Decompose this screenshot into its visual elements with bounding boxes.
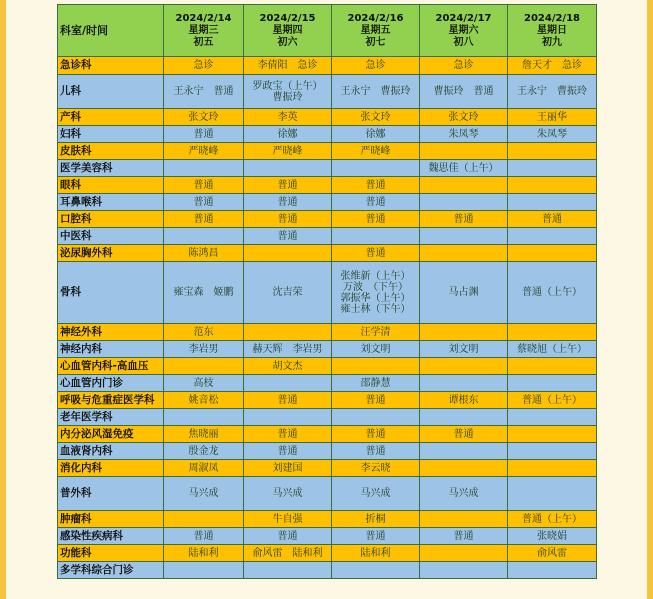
schedule-cell [420,341,508,358]
doctor-entry: 马占渊 [448,287,479,298]
table-row [58,228,597,245]
doctor-entry: 马兴成 [188,488,219,499]
schedule-cell [508,528,597,545]
schedule-cell [164,409,244,426]
department-name: 心血管内科-高血压 [58,358,164,375]
schedule-cell [332,460,420,477]
schedule-cell [164,109,244,126]
schedule-cell [164,143,244,160]
doctor-entry: 普通 [277,179,298,191]
doctor-entry: 李云晓 [360,462,391,474]
schedule-cell [164,528,244,545]
table-row [58,194,597,211]
doctor-entry: 普通（上午） [522,394,582,406]
schedule-cell [332,562,420,579]
schedule-cell [332,143,420,160]
schedule-cell [332,409,420,426]
schedule-cell [244,443,332,460]
department-name: 血液肾内科 [58,443,164,460]
day-header [164,5,244,57]
day-header [244,5,332,57]
doctor-entry: 普通（上午） [522,287,582,298]
doctor-entry: 曹振玲 普通 [433,86,494,97]
table-row [58,443,597,460]
schedule-cell [332,528,420,545]
schedule-cell [332,375,420,392]
schedule-cell [164,160,244,177]
table-row [58,528,597,545]
doctor-entry: 汪学清 [360,326,391,338]
table-row [58,511,597,528]
doctor-entry: 普通 [277,530,298,542]
doctor-entry: 曹振玲 [272,91,303,103]
department-name: 产科 [58,109,164,126]
doctor-entry: 张维新（上午） [340,270,411,282]
table-row [58,358,597,375]
schedule-cell [164,460,244,477]
schedule-cell [420,358,508,375]
schedule-cell [244,528,332,545]
day-header [508,5,597,57]
schedule-cell [508,245,597,262]
doctor-entry: 范东 [193,326,214,338]
day-header-lunar: 初五 [193,36,214,48]
schedule-cell [420,160,508,177]
day-header-weekday: 星期五 [360,24,391,36]
schedule-cell [508,562,597,579]
schedule-cell [244,177,332,194]
department-name: 急诊科 [58,57,164,75]
day-header-lunar: 初七 [365,36,386,48]
table-row [58,160,597,177]
schedule-cell [508,409,597,426]
outpatient-schedule-table [57,4,597,579]
table-row [58,341,597,358]
schedule-cell [420,460,508,477]
schedule-cell [244,375,332,392]
table-row [58,245,597,262]
doctor-entry: 普通 [453,530,474,542]
day-header-weekday: 星期四 [272,24,303,36]
table-row [58,477,597,511]
schedule-cell [420,57,508,75]
doctor-entry: 徐娜 [365,128,386,140]
schedule-cell [332,477,420,511]
schedule-cell [164,477,244,511]
doctor-entry: 普通 [193,213,214,225]
schedule-cell [420,528,508,545]
table-row [58,324,597,341]
table-row [58,562,597,579]
schedule-cell [420,262,508,324]
schedule-cell [508,194,597,211]
doctor-entry: 姚音松 [188,394,219,406]
doctor-entry: 马兴成 [272,488,303,499]
doctor-entry: 张晓娟 [537,530,567,542]
schedule-cell [508,460,597,477]
doctor-entry: 张文玲 [448,111,479,123]
table-row [58,545,597,562]
table-row [58,143,597,160]
schedule-cell [508,392,597,409]
schedule-cell [244,409,332,426]
doctor-entry: 刘文明 [360,343,391,355]
day-header-weekday: 星期三 [188,24,219,36]
table-row [58,375,597,392]
schedule-cell [508,177,597,194]
department-name: 普外科 [58,477,164,511]
day-header-date: 2024/2/17 [435,12,492,24]
doctor-entry: 谭根东 [448,394,479,406]
day-header [332,5,420,57]
schedule-cell [332,228,420,245]
schedule-cell [164,426,244,443]
doctor-entry: 陈鸿昌 [188,247,219,259]
schedule-cell [164,392,244,409]
schedule-cell [332,177,420,194]
doctor-entry: 周淑凤 [188,462,219,474]
schedule-cell [244,194,332,211]
schedule-cell [244,511,332,528]
table-row [58,426,597,443]
doctor-entry: 雍士林（下午） [340,303,411,315]
doctor-entry: 严晓峰 [272,145,303,157]
schedule-cell [164,57,244,75]
schedule-cell [508,126,597,143]
schedule-cell [244,562,332,579]
schedule-cell [420,392,508,409]
doctor-entry: 普通 [365,394,386,406]
header-row [58,5,597,57]
department-name: 内分泌风湿免疫 [58,426,164,443]
doctor-entry: 王永宁 普通 [173,86,234,97]
table-row [58,392,597,409]
schedule-cell [508,160,597,177]
schedule-cell [508,375,597,392]
schedule-cell [164,211,244,228]
day-header-date: 2024/2/18 [523,12,580,24]
schedule-cell [244,160,332,177]
doctor-entry: 严晓峰 [188,145,219,157]
doctor-entry: 徐娜 [277,128,298,140]
schedule-cell [332,262,420,324]
doctor-entry: 王丽华 [537,111,567,123]
schedule-cell [508,228,597,245]
schedule-cell [420,562,508,579]
doctor-entry: 陆和利 [360,547,391,559]
doctor-entry: 蔡晓旭（上午） [517,343,587,355]
schedule-cell [332,426,420,443]
schedule-cell [508,426,597,443]
table-row [58,177,597,194]
department-name: 耳鼻喉科 [58,194,164,211]
schedule-cell [420,375,508,392]
doctor-entry: 普通 [365,247,386,259]
department-name: 皮肤科 [58,143,164,160]
schedule-cell [244,245,332,262]
doctor-entry: 俞风雷 [537,547,567,559]
doctor-entry: 普通 [277,445,298,457]
schedule-cell [420,443,508,460]
schedule-cell [164,245,244,262]
department-name: 消化内科 [58,460,164,477]
schedule-cell [332,194,420,211]
doctor-entry: 普通 [365,530,386,542]
doctor-entry: 普通 [277,213,298,225]
doctor-entry: 朱凤琴 [448,128,479,140]
right-frame-border [647,0,653,599]
doctor-entry: 赫天辉 李岩男 [252,343,323,355]
doctor-entry: 普通 [542,213,562,225]
schedule-cell [332,358,420,375]
doctor-entry: 普通 [277,230,298,242]
table-row [58,126,597,143]
department-name: 口腔科 [58,211,164,228]
schedule-cell [332,511,420,528]
schedule-cell [420,245,508,262]
schedule-cell [332,545,420,562]
doctor-entry: 万波 （下午） [343,281,408,293]
schedule-cell [164,228,244,245]
doctor-entry: 普通 [453,428,474,440]
schedule-cell [244,143,332,160]
table-row [58,57,597,75]
doctor-entry: 陆和利 [188,547,219,559]
doctor-entry: 雍宝森 姬鹏 [173,287,234,298]
doctor-entry: 高枝 [193,377,214,389]
doctor-entry: 普通 [365,196,386,208]
doctor-entry: 牛自强 [272,513,303,525]
doctor-entry: 马兴成 [448,488,479,499]
day-header [420,5,508,57]
schedule-cell [332,443,420,460]
corner-label: 科室/时间 [58,5,164,57]
schedule-cell [164,511,244,528]
department-name: 功能科 [58,545,164,562]
doctor-entry: 郭振华（上午） [340,292,411,304]
day-header-date: 2024/2/16 [347,12,404,24]
doctor-entry: 普通 [193,196,214,208]
schedule-cell [164,177,244,194]
department-name: 儿科 [58,75,164,109]
doctor-entry: 王永宁 曹振玲 [517,86,587,97]
schedule-cell [244,358,332,375]
schedule-cell [420,211,508,228]
schedule-cell [164,545,244,562]
schedule-cell [332,211,420,228]
doctor-entry: 折桐 [365,513,386,525]
doctor-entry: 魏思佳（上午） [428,162,499,174]
schedule-cell [420,511,508,528]
doctor-entry: 沈吉荣 [272,287,303,298]
schedule-cell [244,228,332,245]
schedule-cell [420,409,508,426]
schedule-cell [508,324,597,341]
schedule-cell [508,57,597,75]
schedule-cell [420,477,508,511]
doctor-entry: 李倩阳 急诊 [257,60,318,71]
schedule-cell [508,75,597,109]
doctor-entry: 普通 [365,213,386,225]
table-row [58,460,597,477]
table-row [58,211,597,228]
doctor-entry: 詹天才 急诊 [522,60,582,71]
schedule-cell [244,460,332,477]
doctor-entry: 急诊 [453,60,474,71]
doctor-entry: 马兴成 [360,488,391,499]
doctor-entry: 殷金龙 [188,445,219,457]
schedule-cell [332,341,420,358]
schedule-cell [244,126,332,143]
schedule-cell [244,75,332,109]
schedule-cell [332,245,420,262]
schedule-cell [508,341,597,358]
schedule-cell [332,57,420,75]
department-name: 感染性疾病科 [58,528,164,545]
schedule-cell [164,75,244,109]
schedule-cell [164,262,244,324]
schedule-cell [420,75,508,109]
schedule-cell [332,126,420,143]
doctor-entry: 张文玲 [360,111,391,123]
doctor-entry: 普通 [193,179,214,191]
doctor-entry: 张文玲 [188,111,219,123]
doctor-entry: 普通 [365,445,386,457]
schedule-cell [244,426,332,443]
left-frame-border [0,0,6,599]
schedule-cell [508,477,597,511]
schedule-cell [420,126,508,143]
department-name: 妇科 [58,126,164,143]
doctor-entry: 普通 [193,530,214,542]
doctor-entry: 普通 [277,394,298,406]
doctor-entry: 胡文杰 [272,360,303,372]
schedule-cell [508,262,597,324]
schedule-cell [420,109,508,126]
table-row [58,75,597,109]
schedule-cell [164,324,244,341]
doctor-entry: 罗政宝（上午） [252,80,323,92]
table-row [58,109,597,126]
department-name: 泌尿胸外科 [58,245,164,262]
department-name: 呼吸与危重症医学科 [58,392,164,409]
schedule-cell [164,562,244,579]
schedule-cell [164,341,244,358]
table-row [58,262,597,324]
schedule-cell [332,392,420,409]
schedule-cell [164,194,244,211]
doctor-entry: 李岩男 [188,343,219,355]
doctor-entry: 刘建国 [272,462,303,474]
schedule-cell [420,228,508,245]
schedule-cell [420,194,508,211]
schedule-cell [164,443,244,460]
schedule-cell [244,324,332,341]
schedule-cell [164,375,244,392]
day-header-date: 2024/2/15 [259,12,316,24]
schedule-cell [244,109,332,126]
schedule-cell [244,262,332,324]
doctor-entry: 刘文明 [448,343,479,355]
doctor-entry: 普通 [277,196,298,208]
schedule-cell [244,211,332,228]
day-header-weekday: 星期日 [537,24,567,36]
day-header-lunar: 初六 [277,36,298,48]
day-header-lunar: 初八 [453,36,474,48]
schedule-cell [420,324,508,341]
schedule-cell [420,177,508,194]
day-header-lunar: 初九 [542,36,562,48]
doctor-entry: 朱凤琴 [537,128,567,140]
schedule-cell [332,160,420,177]
schedule-cell [508,511,597,528]
schedule-cell [244,545,332,562]
schedule-cell [508,545,597,562]
department-name: 中医科 [58,228,164,245]
department-name: 多学科综合门诊 [58,562,164,579]
department-name: 医学美容科 [58,160,164,177]
schedule-cell [508,443,597,460]
doctor-entry: 李英 [277,111,298,123]
doctor-entry: 普通 [193,128,214,140]
schedule-cell [508,211,597,228]
day-header-date: 2024/2/14 [175,12,232,24]
schedule-cell [244,57,332,75]
schedule-cell [508,109,597,126]
schedule-cell [244,392,332,409]
doctor-entry: 普通（上午） [522,513,582,525]
department-name: 心血管内门诊 [58,375,164,392]
schedule-cell [420,426,508,443]
doctor-entry: 邵静慧 [360,377,391,389]
table-row [58,409,597,426]
doctor-entry: 普通 [453,213,474,225]
doctor-entry: 王永宁 曹振玲 [340,86,411,97]
doctor-entry: 普通 [365,179,386,191]
department-name: 骨科 [58,262,164,324]
schedule-cell [164,126,244,143]
schedule-cell [508,358,597,375]
schedule-cell [332,324,420,341]
doctor-entry: 严晓峰 [360,145,391,157]
schedule-cell [420,143,508,160]
department-name: 眼科 [58,177,164,194]
department-name: 神经内科 [58,341,164,358]
schedule-cell [332,109,420,126]
schedule-cell [332,75,420,109]
doctor-entry: 急诊 [365,60,386,71]
department-name: 老年医学科 [58,409,164,426]
schedule-cell [164,358,244,375]
doctor-entry: 俞风雷 陆和利 [252,547,323,559]
department-name: 神经外科 [58,324,164,341]
schedule-cell [244,341,332,358]
schedule-cell [244,477,332,511]
schedule-cell [508,143,597,160]
doctor-entry: 焦晓丽 [188,428,219,440]
doctor-entry: 普通 [277,428,298,440]
schedule-cell [420,545,508,562]
day-header-weekday: 星期六 [448,24,479,36]
doctor-entry: 普通 [365,428,386,440]
department-name: 肿瘤科 [58,511,164,528]
doctor-entry: 急诊 [193,60,214,71]
